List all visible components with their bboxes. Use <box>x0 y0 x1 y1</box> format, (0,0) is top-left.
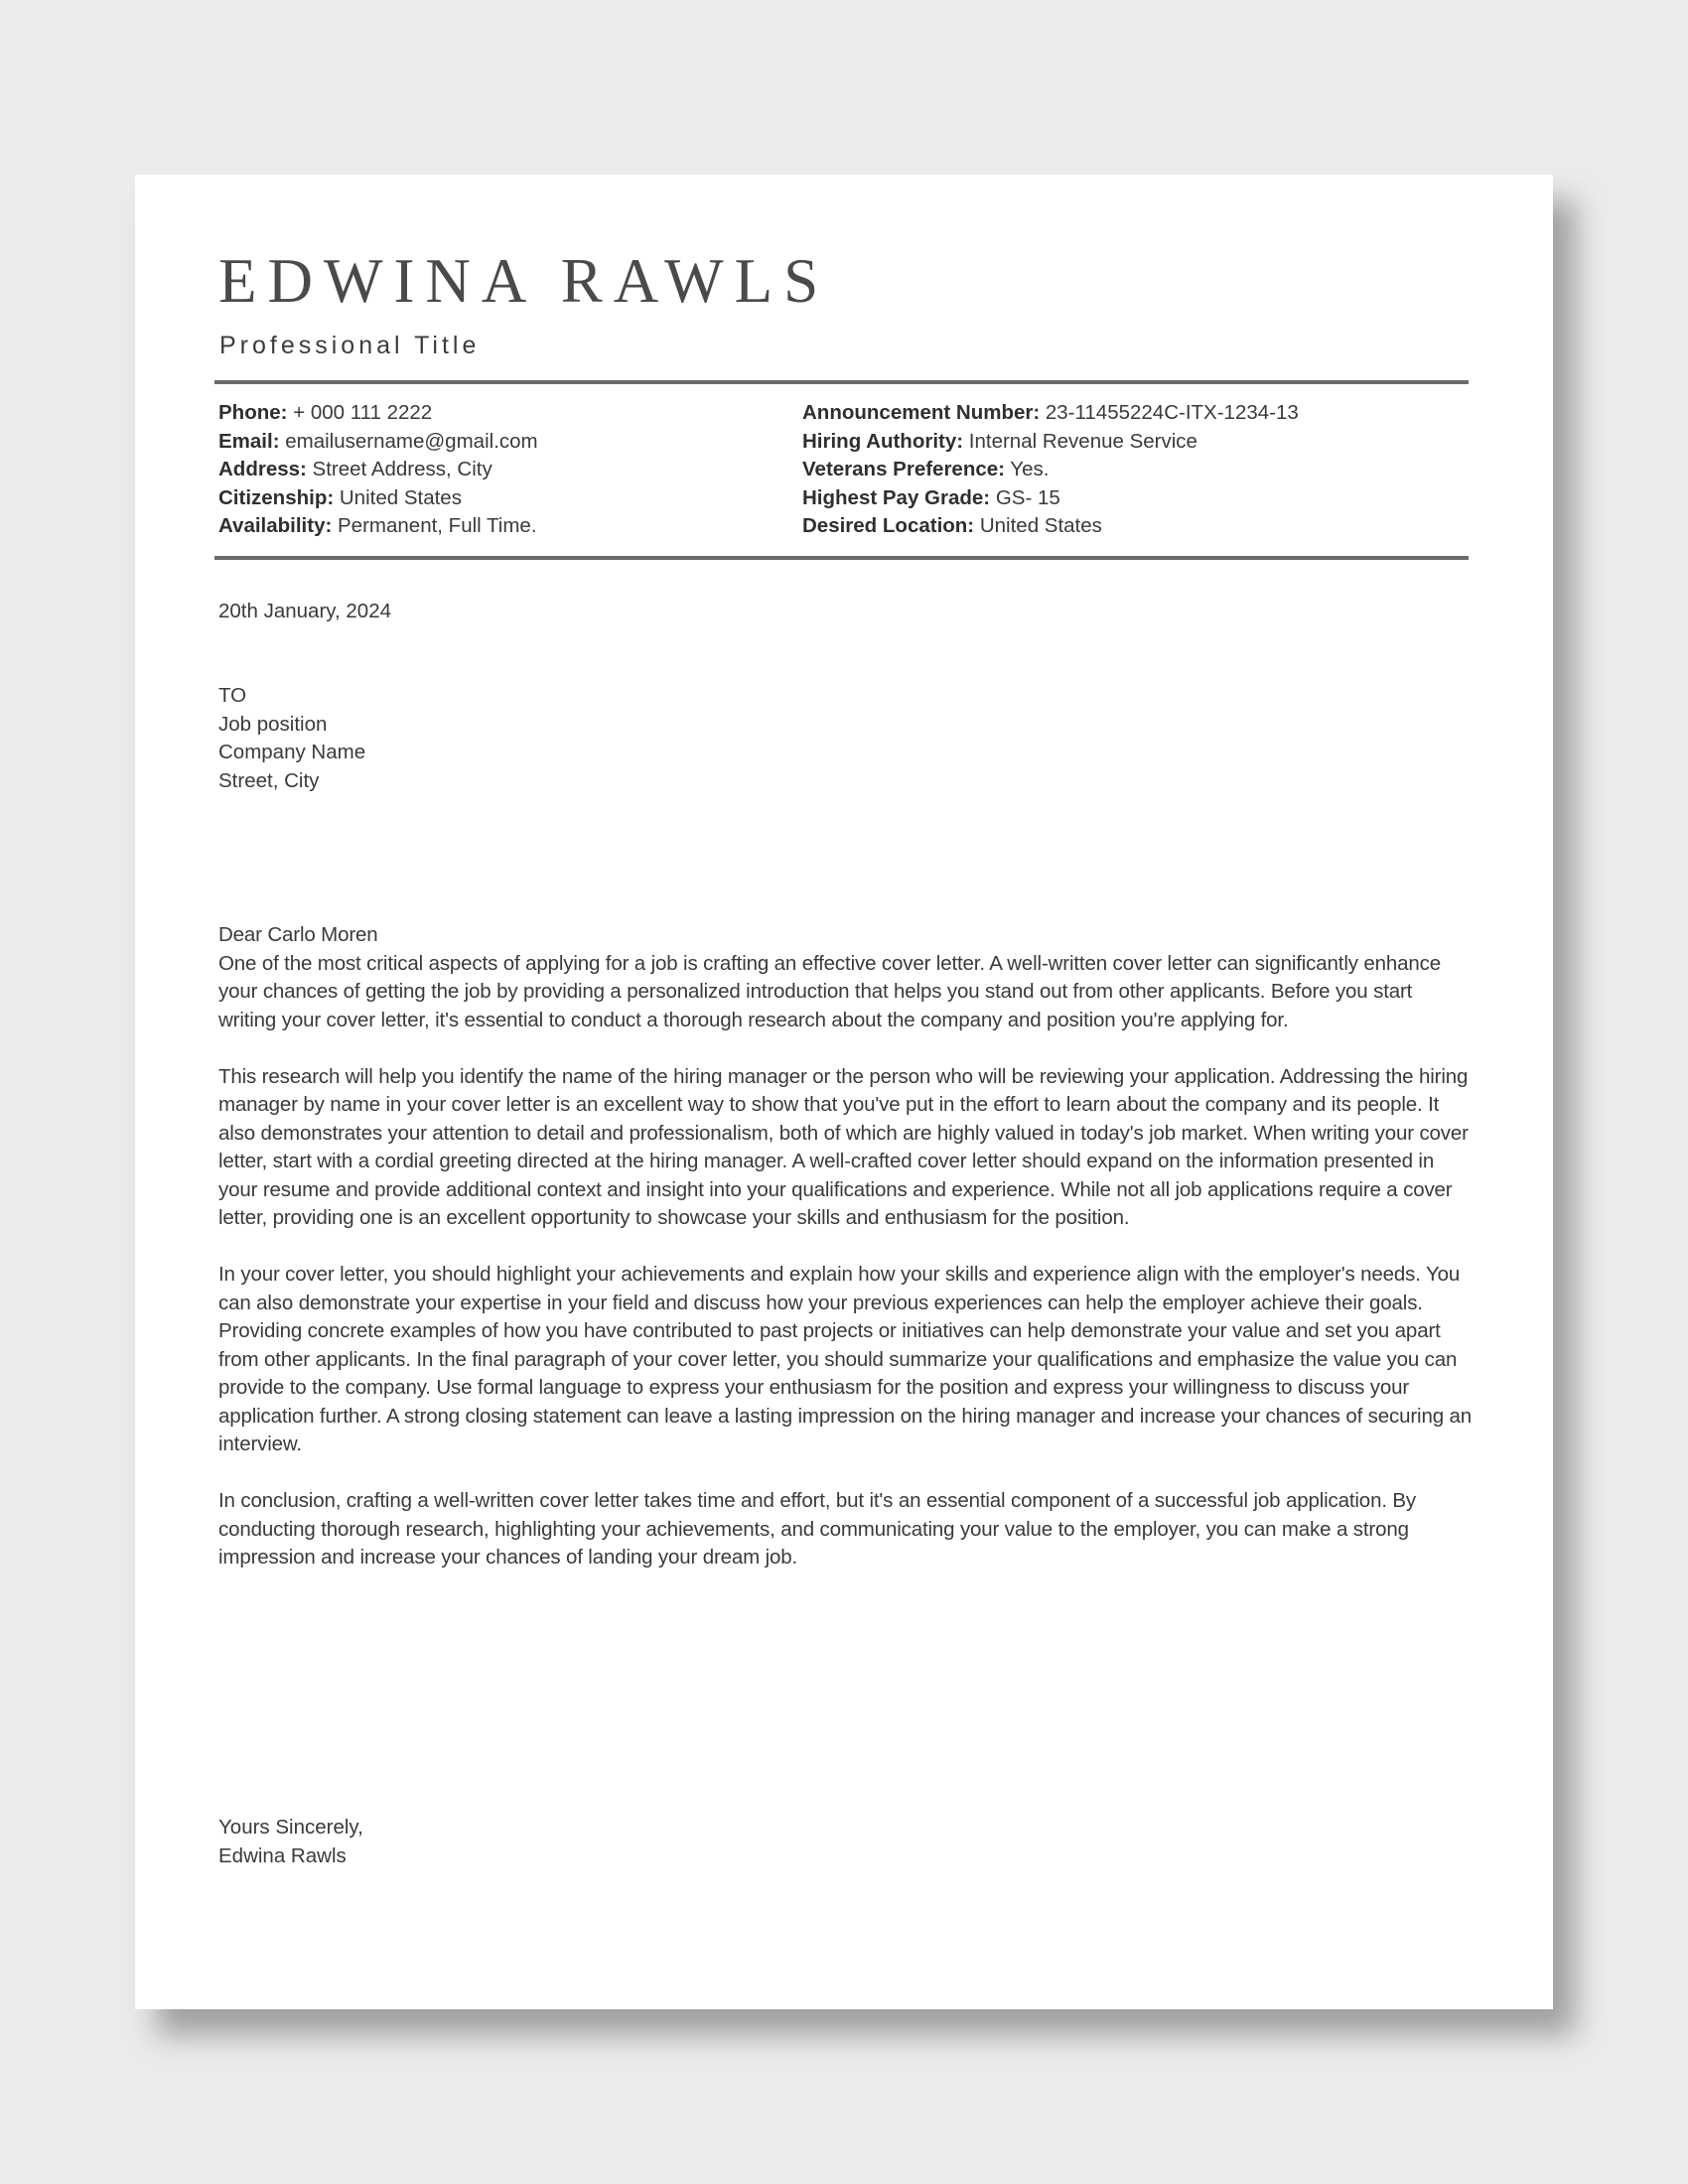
contact-address <box>218 456 538 484</box>
letter-paragraph: In conclusion, crafting a well-written cover letter takes time and effort, but it's an essential component of a successful job application. By conducting thorough research, highlighting your achievements, and communicating your value to the employer, you can make a strong impression and increase your chances of landing your dream job. <box>218 1489 1417 1569</box>
letter-closing <box>218 1814 363 1870</box>
info-label: Citizenship: <box>218 485 335 509</box>
info-value: United States <box>334 485 462 509</box>
letter-paragraph: One of the most critical aspects of applying for a job is crafting an effective cover letter. A well-written cover letter can significantly enhance your chances of getting the job by providing a personalized introduction that helps you stand out from other applicants. Before you start writing your cover letter, it's essential to conduct a thorough research about the company and position you're applying for. <box>218 951 1441 1031</box>
info-value: Yes. <box>1004 458 1050 480</box>
letter-greeting: Dear Carlo Moren <box>218 923 378 946</box>
letter-paragraph: In your cover letter, you should highlight your achievements and explain how your skills and experience align with the employer's needs. You can also demonstrate your expertise in your field and discuss how your previous experiences can help the employer achieve their goals. Providing concrete examples of how you have contributed to past projects or initiatives can help demonstrate your value and set you apart from other applicants. In the final paragraph of your cover letter, you should summarize your qualifications and emphasize the value you can provide to the company. Use formal language to express your enthusiasm for the position and express your willingness to discuss your application further. A strong closing statement can leave a lasting impression on the hiring manager and increase your chances of securing an interview. <box>218 1263 1472 1455</box>
info-value: 23-11455224C-ITX-1234-13 <box>1040 401 1299 424</box>
info-value: emailusername@gmail.com <box>279 429 538 453</box>
info-value: GS- 15 <box>990 485 1060 509</box>
recipient-block <box>218 682 365 795</box>
recipient-line: Street, City <box>218 768 320 792</box>
contact-availability <box>218 512 538 541</box>
applicant-name: EDWINA RAWLS <box>218 246 830 316</box>
info-label: Address: <box>218 458 307 480</box>
contact-citizenship <box>218 484 538 513</box>
info-value: Permanent, Full Time. <box>332 514 537 537</box>
job-announcement-number <box>802 399 1299 428</box>
info-label: Hiring Authority: <box>802 429 964 453</box>
job-desired-location <box>802 512 1299 541</box>
info-value: United States <box>974 514 1102 537</box>
contact-email <box>218 428 538 457</box>
contact-phone <box>218 399 538 428</box>
header-divider-bottom <box>214 556 1469 560</box>
job-info <box>802 399 1299 541</box>
job-highest-pay-grade <box>802 484 1299 513</box>
closing-salutation: Yours Sincerely, <box>218 1816 363 1839</box>
info-value: Street Address, City <box>306 458 492 480</box>
info-value: + 000 111 2222 <box>287 401 433 424</box>
header-divider-top <box>214 380 1469 384</box>
letter-paragraph: This research will help you identify the name of the hiring manager or the person who will be reviewing your application. Addressing the hiring manager by name in your cover letter is an excellent way to show that you've put in the effort to learn about the company and its people. It also demonstrates your attention to detail and professionalism, both of which are highly valued in today's job market. When writing your cover letter, start with a cordial greeting directed at the hiring manager. A well-crafted cover letter should expand on the information presented in your resume and provide additional context and insight into your qualifications and experience. While not all job applications require a cover letter, providing one is an excellent opportunity to showcase your skills and enthusiasm for the position. <box>218 1064 1469 1229</box>
contact-info <box>218 399 538 541</box>
job-veterans-preference <box>802 456 1299 484</box>
info-value: Internal Revenue Service <box>963 429 1197 453</box>
letter-body <box>218 921 1475 1600</box>
recipient-line: Company Name <box>218 741 366 763</box>
document-page <box>135 175 1553 2009</box>
recipient-line: TO <box>218 684 247 707</box>
job-hiring-authority <box>802 428 1299 457</box>
info-label: Veterans Preference: <box>802 458 1005 480</box>
info-label: Desired Location: <box>802 514 975 537</box>
info-label: Availability: <box>218 514 333 537</box>
info-label: Email: <box>218 429 280 453</box>
letter-date: 20th January, 2024 <box>218 600 391 622</box>
info-label: Highest Pay Grade: <box>802 485 991 509</box>
closing-signature: Edwina Rawls <box>218 1843 347 1867</box>
info-label: Phone: <box>218 401 288 424</box>
recipient-line: Job position <box>218 712 328 736</box>
info-label: Announcement Number: <box>802 401 1041 424</box>
professional-title: Professional Title <box>219 332 481 359</box>
